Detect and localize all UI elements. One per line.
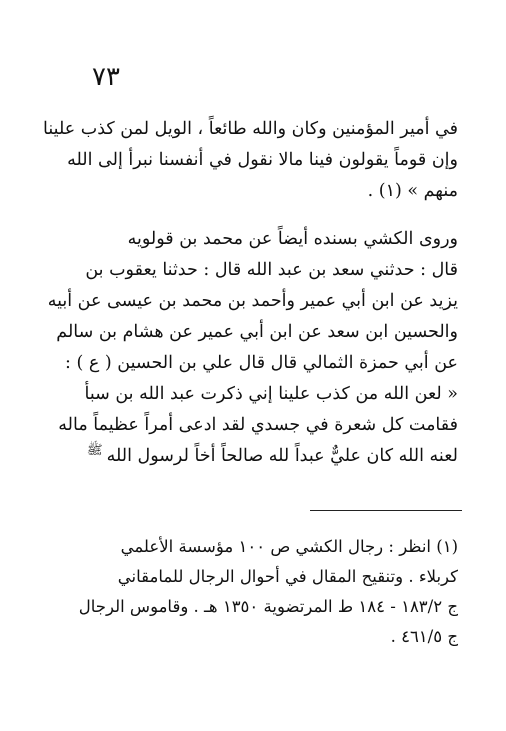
- salawat-symbol: ﷺ: [86, 443, 103, 459]
- page-number: ٧٣: [92, 62, 120, 92]
- text-line: في أمير المؤمنين وكان والله طائعاً ، الويل لمن كذب علينا: [43, 119, 458, 139]
- text-line: « لعن الله من كذب علينا إني ذكرت عبد الله بن سبأ: [84, 384, 458, 404]
- text-line-content: لعنه الله كان عليٌّ عبداً لله صالحاً أخاً لرسول الله: [106, 446, 458, 466]
- footnote-line: ج ٤٦١/٥ .: [390, 627, 458, 646]
- footnote-line: (١) انظر : رجال الكشي ص ١٠٠ مؤسسة الأعلمي: [120, 537, 458, 556]
- paragraph-2: [47, 224, 458, 472]
- text-line: عن أبي حمزة الثمالي قال قال علي بن الحسين ( ع ) :: [65, 353, 458, 373]
- text-line: والحسين ابن سعد عن ابن أبي عمير عن هشام بن سالم: [56, 322, 458, 342]
- footnote-line: كربلاء . وتنقيح المقال في أحوال الرجال للمامقاني: [117, 567, 458, 586]
- text-line: فقامت كل شعرة في جسدي لقد ادعى أمراً عظيماً ماله: [58, 415, 458, 435]
- footnote-line: ج ١٨٣/٢ - ١٨٤ ط المرتضوية ١٣٥٠ هـ . وقاموس الرجال: [78, 597, 458, 616]
- text-line: وروى الكشي بسنده أيضاً عن محمد بن قولويه: [127, 229, 458, 249]
- footnote: [62, 532, 458, 652]
- text-line: وإن قوماً يقولون فينا مالا نقول في أنفسنا نبرأ إلى الله: [67, 150, 458, 170]
- footnote-divider: [310, 510, 462, 511]
- paragraph-1: [43, 114, 458, 207]
- text-line-last: [62, 441, 458, 472]
- text-line: منهم » (١) .: [367, 181, 458, 201]
- text-line: قال : حدثني سعد بن عبد الله قال : حدثنا يعقوب بن: [85, 260, 458, 280]
- text-line: يزيد عن ابن أبي عمير وأحمد بن محمد بن عيسى عن أبيه: [47, 291, 458, 311]
